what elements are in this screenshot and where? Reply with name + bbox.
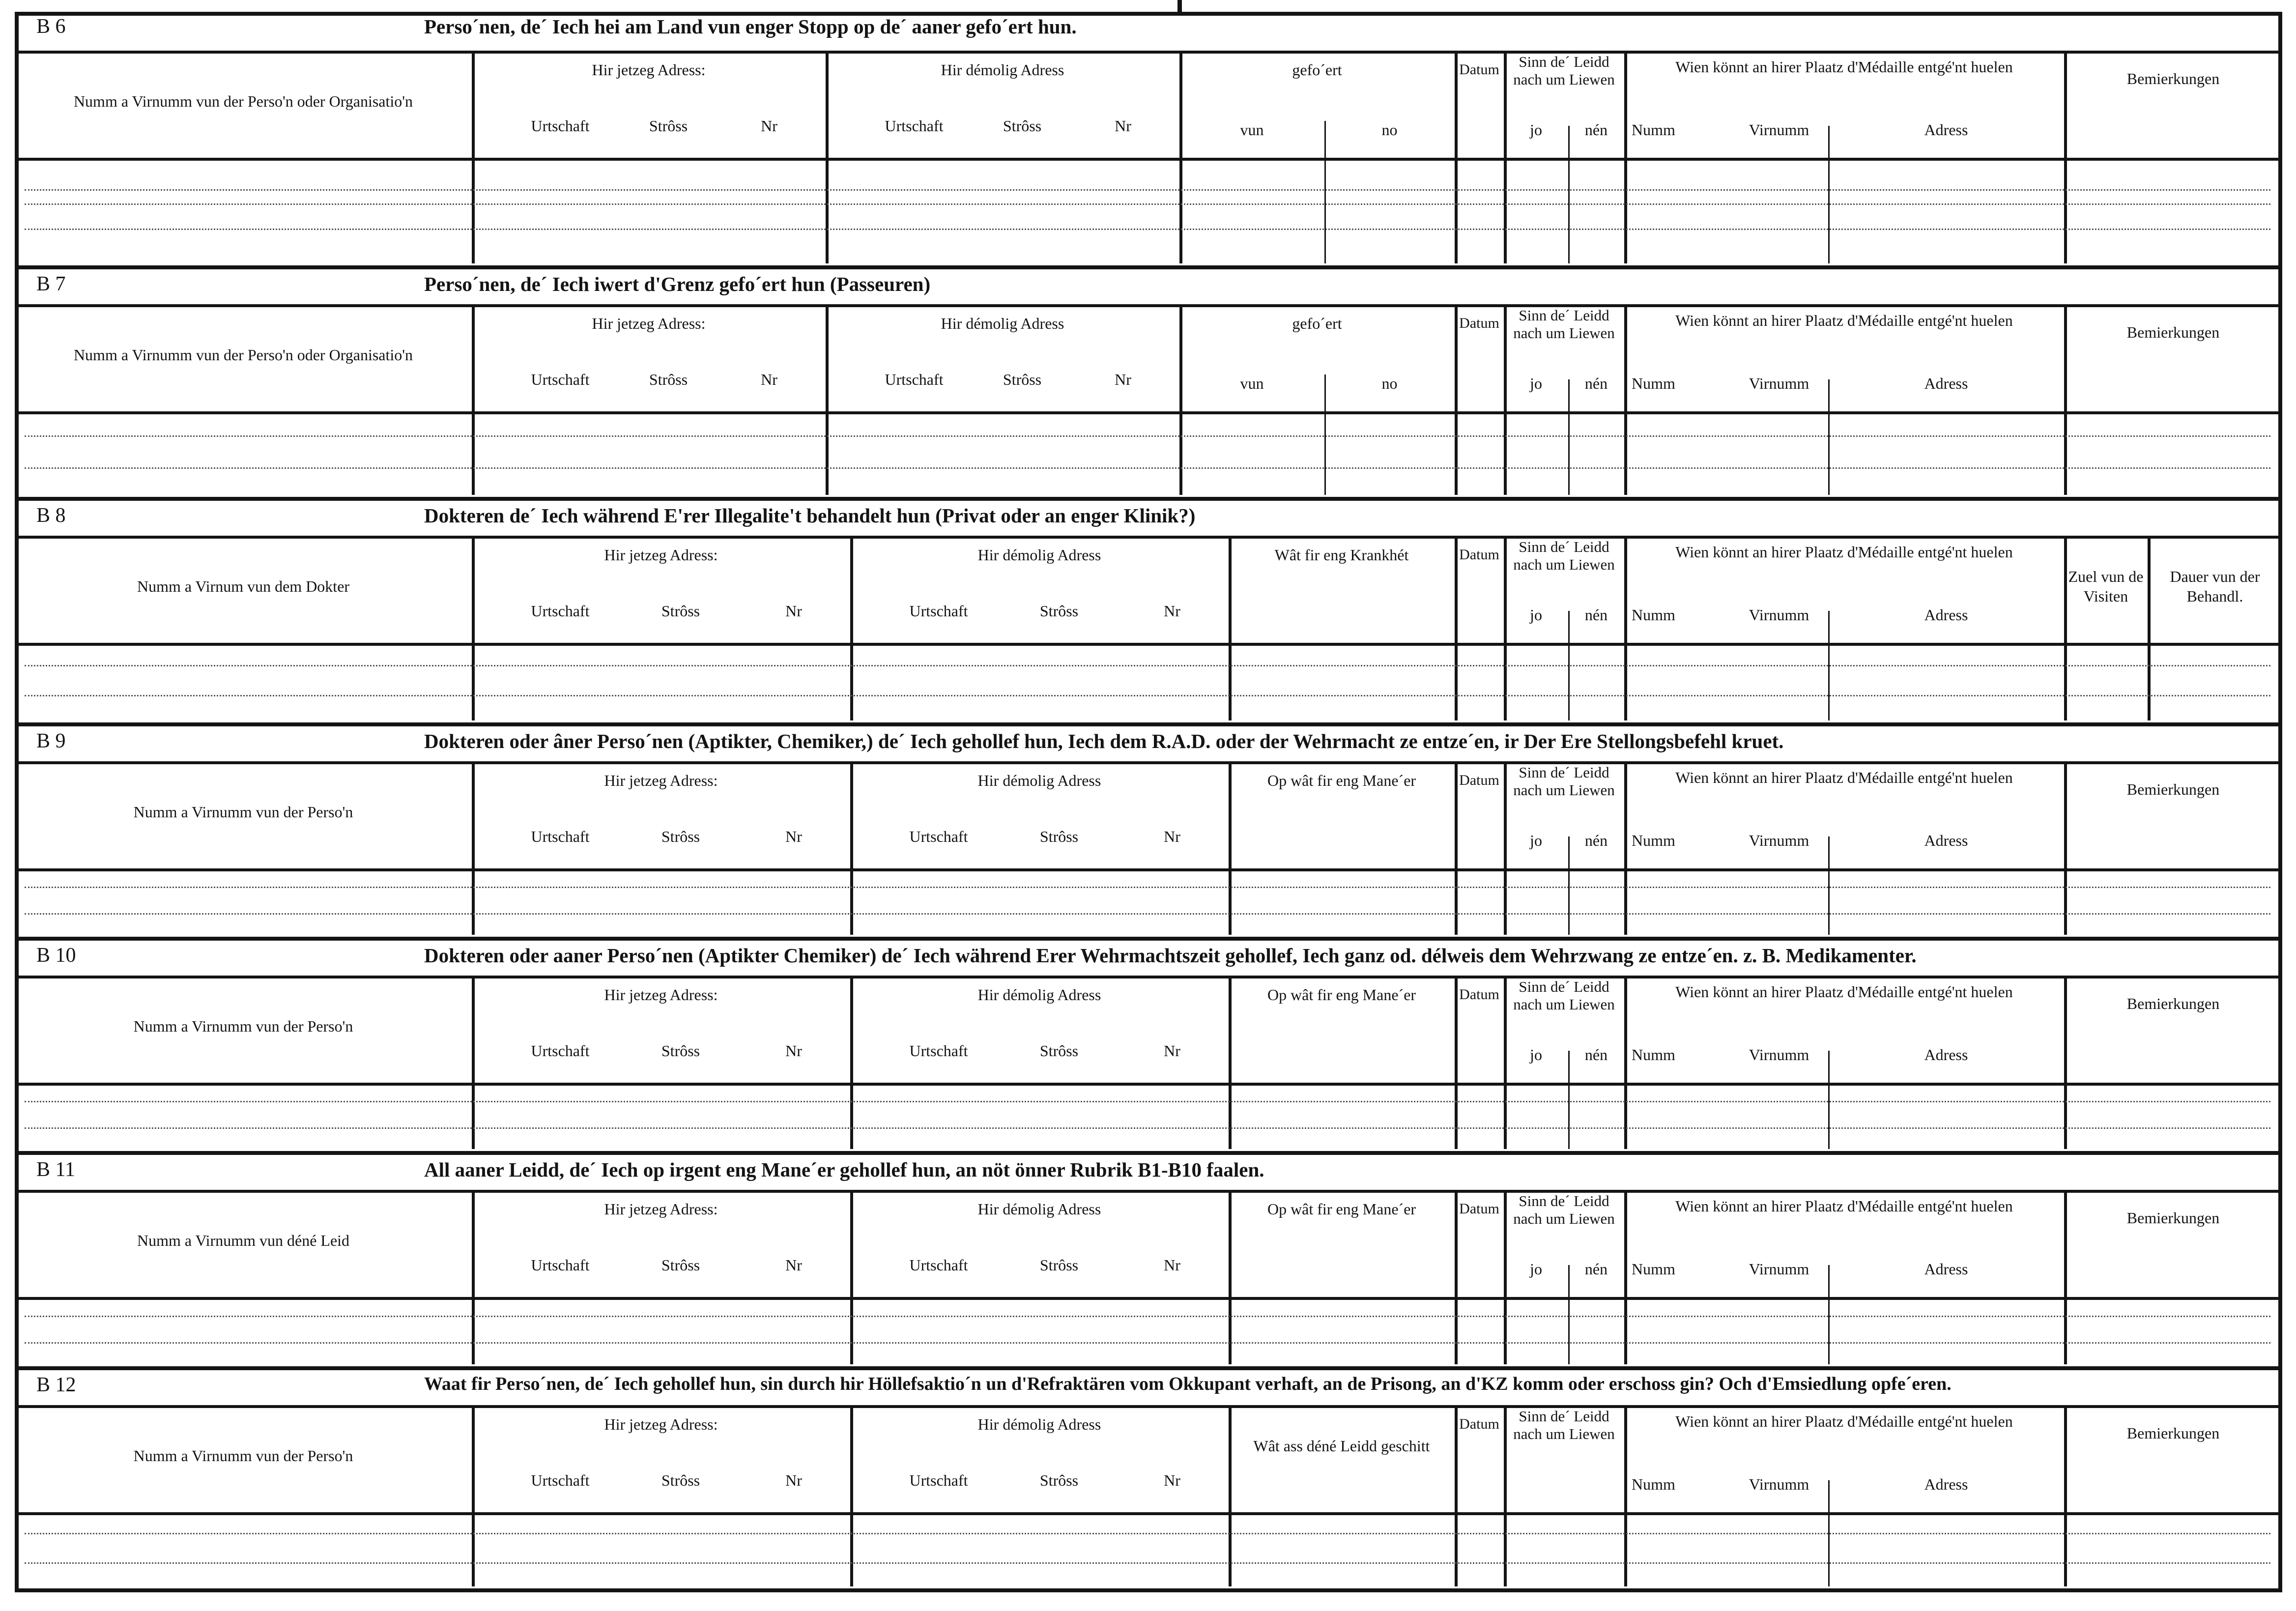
column-divider [1229,1407,1232,1586]
entry-rule [25,913,2270,915]
number-subheader: Nr [1164,1471,1180,1489]
section-title: All aaner Leidd, de´ Iech op irgent eng Mane´er gehollef hun, an nöt önner Rubrik B1-B10 faalen. [424,1158,1264,1181]
section-table [15,1151,2282,1366]
column-divider [1624,537,1627,720]
section-table [15,12,2282,265]
life-danger-header: Sinn de´ Leidd nach um Liewen [1513,53,1615,88]
column-divider [1624,306,1627,495]
from-subheader: vun [1240,374,1264,392]
name-column-header: Numm a Virnum vun dem Dokter [137,577,350,595]
surname-subheader: Numm [1632,606,1675,624]
locality-subheader: Urtschaft [531,371,590,388]
column-divider [1504,537,1507,720]
from-to-divider [1324,121,1326,263]
medal-name-address-divider [1828,611,1830,720]
entry-rule [25,435,2270,437]
entry-rule [25,887,2270,888]
section-table [15,937,2282,1151]
column-divider [1179,52,1182,263]
life-danger-header: Sinn de´ Leidd nach um Liewen [1513,1192,1615,1227]
column-divider [472,306,475,495]
number-subheader: Nr [1164,1256,1180,1274]
section-title: Dokteren oder âner Perso´nen (Aptikter, Chemiker,) de´ Iech gehollef hun, Iech dem R.A.D. oder der Wehrmacht ze entze´en, ir Der Ere Stellongsbefehl kruet. [424,730,1784,752]
yes-no-divider [1568,379,1570,495]
street-subheader: Strôss [661,602,700,620]
address-subheader: Adress [1924,121,1968,139]
section-code: B 10 [36,944,76,967]
medal-header: Wien könnt an hirer Plaatz d'Médaille entgé'nt huelen [1675,543,2013,561]
locality-subheader: Urtschaft [909,1256,968,1274]
section-b10 [15,937,2282,1151]
locality-subheader: Urtschaft [531,117,590,135]
section-b7 [15,265,2282,497]
surname-subheader: Numm [1632,1260,1675,1278]
street-subheader: Strôss [1003,117,1042,135]
medal-name-address-divider [1828,1051,1830,1149]
locality-subheader: Urtschaft [909,828,968,845]
remarks-header: Bemierkungen [2126,1424,2220,1442]
address-subheader: Adress [1924,1046,1968,1064]
table-top-rule [15,1405,2282,1408]
column-divider [1504,1407,1507,1586]
section-table [15,265,2282,497]
table-top-rule [15,976,2282,978]
firstname-subheader: Virnumm [1749,1260,1809,1278]
entry-rule [25,467,2270,469]
entry-rule [25,1562,2270,1564]
current-address-header: Hir jetzeg Adress: [604,772,718,789]
illness-header: Wât fir eng Krankhét [1274,546,1409,564]
entry-rule [25,1101,2270,1102]
name-column-header: Numm a Virnumm vun der Perso'n oder Organisatio'n [73,92,413,110]
street-subheader: Strôss [661,1042,700,1060]
remarks-header: Bemierkungen [2126,780,2220,798]
no-subheader: nén [1584,374,1608,392]
yes-no-divider [1568,1265,1570,1364]
table-header-rule [15,158,2282,161]
table-header-rule [15,1512,2282,1515]
name-column-header: Numm a Virnumm vun der Perso'n [133,1017,353,1035]
street-subheader: Strôss [1039,1042,1079,1060]
entry-rule [25,1342,2270,1344]
table-header-rule [15,643,2282,646]
street-subheader: Strôss [1039,828,1079,845]
number-subheader: Nr [785,828,802,845]
column-divider [2064,537,2067,720]
section-code: B 6 [36,15,66,38]
no-subheader: nén [1584,121,1608,139]
number-subheader: Nr [785,1471,802,1489]
yes-subheader: jo [1530,374,1542,392]
yes-no-divider [1568,836,1570,935]
life-danger-header: Sinn de´ Leidd nach um Liewen [1513,538,1615,573]
table-header-rule [15,868,2282,871]
firstname-subheader: Virnumm [1749,1046,1809,1064]
section-table [15,497,2282,722]
section-title: Perso´nen, de´ Iech iwert d'Grenz gefo´ert hun (Passeuren) [424,273,931,295]
table-top-rule [15,1190,2282,1193]
locality-subheader: Urtschaft [909,602,968,620]
entry-rule [25,1533,2270,1534]
number-subheader: Nr [785,1042,802,1060]
table-header-rule [15,1083,2282,1086]
name-column-header: Numm a Virnumm vun der Perso'n [133,1447,353,1465]
entry-rule [25,1316,2270,1317]
medal-header: Wien könnt an hirer Plaatz d'Médaille entgé'nt huelen [1675,312,2013,329]
yes-subheader: jo [1530,121,1542,139]
yes-no-divider [1568,1051,1570,1149]
firstname-subheader: Virnumm [1749,832,1809,849]
street-subheader: Strôss [661,1256,700,1274]
section-code: B 9 [36,730,66,752]
locality-subheader: Urtschaft [531,1256,590,1274]
number-subheader: Nr [1115,117,1131,135]
surname-subheader: Numm [1632,121,1675,139]
current-address-header: Hir jetzeg Adress: [604,1200,718,1218]
former-address-header: Hir démolig Adress [941,315,1064,332]
to-subheader: no [1381,121,1398,139]
former-address-header: Hir démolig Adress [977,772,1101,789]
date-header: Datum [1459,547,1499,563]
locality-subheader: Urtschaft [885,371,944,388]
date-header: Datum [1459,1416,1499,1432]
table-header-rule [15,1297,2282,1300]
surname-subheader: Numm [1632,1046,1675,1064]
medal-name-address-divider [1828,1480,1830,1586]
entry-rule [25,695,2270,696]
section-b11 [15,1151,2282,1366]
number-subheader: Nr [1164,828,1180,845]
remarks-header: Bemierkungen [2126,70,2220,87]
column-divider [472,52,475,263]
date-header: Datum [1459,1201,1499,1217]
locality-subheader: Urtschaft [909,1042,968,1060]
section-code: B 11 [36,1158,75,1181]
column-divider [1504,52,1507,263]
column-divider [1624,1191,1627,1364]
section-title: Perso´nen, de´ Iech hei am Land vun enger Stopp op de´ aaner gefo´ert hun. [424,15,1077,38]
no-subheader: nén [1584,606,1608,624]
manner-header: Op wât fir eng Mane´er [1267,986,1416,1004]
section-b8 [15,497,2282,722]
yes-no-divider [1568,126,1570,263]
column-divider [1624,52,1627,263]
name-column-header: Numm a Virnumm vun der Perso'n [133,803,353,821]
locality-subheader: Urtschaft [909,1471,968,1489]
yes-no-divider [1568,611,1570,720]
life-danger-header: Sinn de´ Leidd nach um Liewen [1513,764,1615,799]
locality-subheader: Urtschaft [531,1042,590,1060]
remarks-header: Bemierkungen [2126,1209,2220,1227]
column-divider [826,52,829,263]
firstname-subheader: Virnumm [1749,1475,1809,1493]
street-subheader: Strôss [649,117,688,135]
locality-subheader: Urtschaft [531,1471,590,1489]
column-divider [1624,1407,1627,1586]
former-address-header: Hir démolig Adress [977,1200,1101,1218]
former-address-header: Hir démolig Adress [941,61,1064,79]
yes-subheader: jo [1530,1046,1542,1064]
surname-subheader: Numm [1632,374,1675,392]
to-subheader: no [1381,374,1398,392]
firstname-subheader: Virnumm [1749,606,1809,624]
medal-header: Wien könnt an hirer Plaatz d'Médaille entgé'nt huelen [1675,1197,2013,1215]
medal-name-address-divider [1828,126,1830,263]
table-top-rule [15,51,2282,54]
table-top-rule [15,304,2282,307]
former-address-header: Hir démolig Adress [977,546,1101,564]
street-subheader: Strôss [649,371,688,388]
visits-count-header: Zuel vun de Visiten [2068,568,2144,605]
number-subheader: Nr [1115,371,1131,388]
entry-rule [25,189,2270,191]
street-subheader: Strôss [661,828,700,845]
no-subheader: nén [1584,832,1608,849]
number-subheader: Nr [1164,602,1180,620]
table-top-rule [15,536,2282,539]
number-subheader: Nr [761,117,777,135]
yes-subheader: jo [1530,606,1542,624]
locality-subheader: Urtschaft [531,828,590,845]
section-table [15,722,2282,937]
locality-subheader: Urtschaft [885,117,944,135]
address-subheader: Adress [1924,1475,1968,1493]
column-divider [2148,537,2151,720]
current-address-header: Hir jetzeg Adress: [604,986,718,1004]
date-header: Datum [1459,315,1499,331]
name-column-header: Numm a Virnumm vun der Perso'n oder Organisatio'n [73,346,413,364]
number-subheader: Nr [1164,1042,1180,1060]
number-subheader: Nr [785,1256,802,1274]
address-subheader: Adress [1924,374,1968,392]
medal-header: Wien könnt an hirer Plaatz d'Médaille entgé'nt huelen [1675,58,2013,76]
section-code: B 12 [36,1374,76,1396]
yes-subheader: jo [1530,832,1542,849]
name-column-header: Numm a Virnumm vun déné Leid [137,1232,350,1249]
current-address-header: Hir jetzeg Adress: [604,1415,718,1433]
column-divider [1455,52,1458,263]
number-subheader: Nr [761,371,777,388]
current-address-header: Hir jetzeg Adress: [592,315,706,332]
former-address-header: Hir démolig Adress [977,986,1101,1004]
address-subheader: Adress [1924,606,1968,624]
transported-header: gefo´ert [1292,315,1342,332]
surname-subheader: Numm [1632,832,1675,849]
remarks-header: Bemierkungen [2126,995,2220,1012]
surname-subheader: Numm [1632,1475,1675,1493]
street-subheader: Strôss [1003,371,1042,388]
life-danger-header: Sinn de´ Leidd nach um Liewen [1513,307,1615,342]
number-subheader: Nr [785,602,802,620]
section-title: Waat fir Perso´nen, de´ Iech gehollef hun, sin durch hir Höllefsaktio´n un d'Refraktären vom Okkupant verhaft, an de Prisong, an d'KZ komm oder erschoss gin? Och d'Emsiedlung opfe´eren. [424,1374,1952,1394]
street-subheader: Strôss [1039,1471,1079,1489]
street-subheader: Strôss [1039,1256,1079,1274]
medal-name-address-divider [1828,1265,1830,1364]
street-subheader: Strôss [1039,602,1079,620]
column-divider [1455,306,1458,495]
date-header: Datum [1459,772,1499,788]
column-divider [1179,306,1182,495]
table-header-rule [15,411,2282,414]
no-subheader: nén [1584,1046,1608,1064]
table-top-rule [15,761,2282,764]
current-address-header: Hir jetzeg Adress: [604,546,718,564]
section-b6 [15,12,2282,265]
address-subheader: Adress [1924,1260,1968,1278]
medal-name-address-divider [1828,379,1830,495]
address-subheader: Adress [1924,832,1968,849]
date-header: Datum [1459,61,1499,78]
section-title: Dokteren de´ Iech während E'rer Illegalite't behandelt hun (Privat oder an enger Klinik?) [424,504,1196,527]
manner-header: Op wât fir eng Mane´er [1267,1200,1416,1218]
column-divider [1504,306,1507,495]
firstname-subheader: Virnumm [1749,121,1809,139]
section-code: B 7 [36,273,66,295]
section-code: B 8 [36,504,66,527]
medal-header: Wien könnt an hirer Plaatz d'Médaille entgé'nt huelen [1675,983,2013,1001]
entry-rule [25,1127,2270,1129]
section-b9 [15,722,2282,937]
entry-rule [25,203,2270,205]
from-subheader: vun [1240,121,1264,139]
no-subheader: nén [1584,1260,1608,1278]
medal-header: Wien könnt an hirer Plaatz d'Médaille entgé'nt huelen [1675,1412,2013,1430]
column-divider [826,306,829,495]
yes-subheader: jo [1530,1260,1542,1278]
transported-header: gefo´ert [1292,61,1342,79]
column-divider [1624,977,1627,1149]
life-danger-header: Sinn de´ Leidd nach um Liewen [1513,978,1615,1013]
remarks-header: Bemierkungen [2126,323,2220,341]
entry-rule [25,665,2270,666]
former-address-header: Hir démolig Adress [977,1415,1101,1433]
medal-name-address-divider [1828,836,1830,935]
column-divider [1624,763,1627,935]
section-b12 [15,1366,2282,1588]
street-subheader: Strôss [661,1471,700,1489]
section-table [15,1366,2282,1588]
current-address-header: Hir jetzeg Adress: [592,61,706,79]
entry-rule [25,229,2270,230]
what-happened-header: Wât ass déné Leidd geschitt [1253,1437,1430,1455]
page-top-tick [1177,0,1182,12]
section-title: Dokteren oder aaner Perso´nen (Aptikter Chemiker) de´ Iech während Erer Wehrmachtszeit gehollef, Iech ganz od. délweis dem Wehrzwang ze entze´en. z. B. Medikamenter. [424,944,1917,967]
date-header: Datum [1459,986,1499,1003]
life-danger-header: Sinn de´ Leidd nach um Liewen [1513,1408,1615,1442]
treatment-duration-header: Dauer vun der Behandl. [2170,568,2260,605]
locality-subheader: Urtschaft [531,602,590,620]
manner-header: Op wât fir eng Mane´er [1267,772,1416,789]
firstname-subheader: Virnumm [1749,374,1809,392]
medal-header: Wien könnt an hirer Plaatz d'Médaille entgé'nt huelen [1675,769,2013,786]
